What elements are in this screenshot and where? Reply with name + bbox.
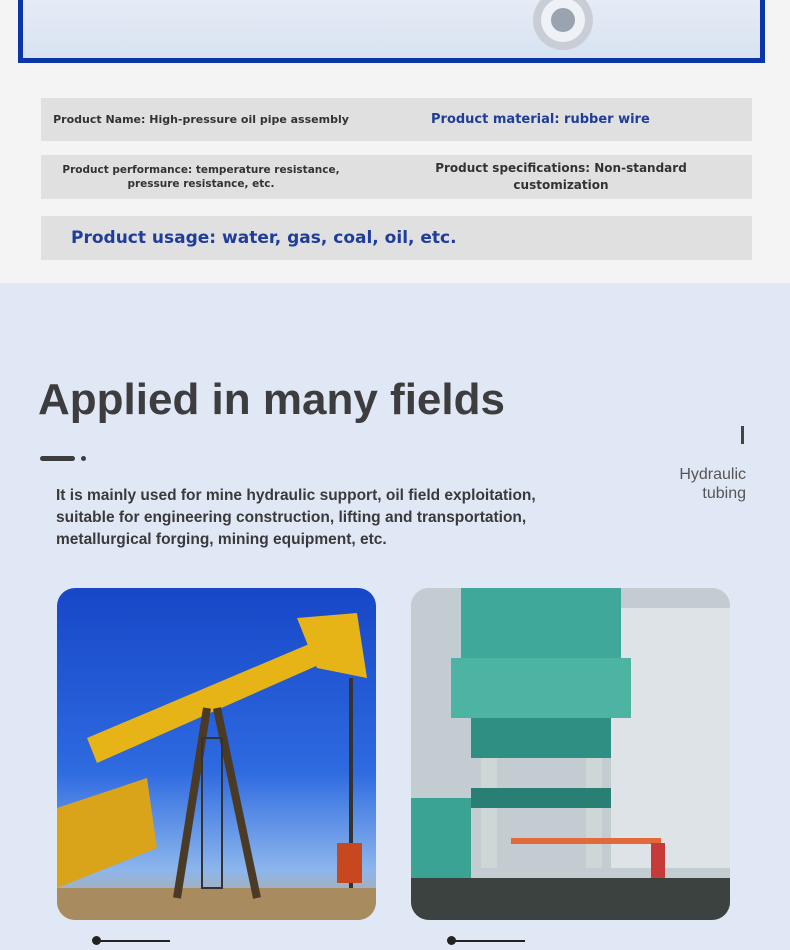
spec-row-2 — [41, 155, 752, 199]
indicator-line — [455, 940, 525, 942]
indicator-line — [100, 940, 170, 942]
side-label — [640, 465, 746, 503]
desc-line3: metallurgical forging, mining equipment, etc. — [56, 531, 387, 548]
side-accent-bar — [741, 426, 744, 444]
oilfield-pumpjack-photo — [57, 588, 376, 920]
section-title: Applied in many fields — [38, 375, 505, 424]
side-label-line2: tubing — [702, 485, 746, 502]
product-material: Product material: rubber wire — [431, 112, 650, 127]
spec-row-3 — [41, 216, 752, 260]
product-image-frame — [18, 0, 765, 63]
pumpjack-illustration — [57, 588, 376, 920]
title-underline-dash — [40, 456, 75, 461]
applied-section — [0, 283, 790, 950]
product-name: Product Name: High-pressure oil pipe assembly — [53, 113, 349, 126]
product-performance-line1: Product performance: temperature resistance, — [62, 164, 340, 176]
product-specifications-line1: Product specifications: Non-standard — [435, 161, 687, 175]
side-label-line1: Hydraulic — [679, 466, 746, 483]
hose-fitting-image — [523, 0, 603, 60]
section-description — [56, 485, 596, 551]
product-performance — [61, 155, 341, 199]
product-usage: Product usage: water, gas, coal, oil, etc. — [71, 228, 457, 248]
product-specifications-line2: customization — [513, 178, 609, 192]
product-specifications — [431, 155, 691, 199]
hydraulic-press-illustration — [411, 588, 730, 920]
hydraulic-press-photo — [411, 588, 730, 920]
desc-line2: suitable for engineering construction, lifting and transportation, — [56, 509, 527, 526]
product-performance-line2: pressure resistance, etc. — [127, 178, 275, 190]
spec-row-1 — [41, 98, 752, 141]
title-underline-dot — [81, 456, 86, 461]
desc-line1: It is mainly used for mine hydraulic support, oil field exploitation, — [56, 487, 536, 504]
